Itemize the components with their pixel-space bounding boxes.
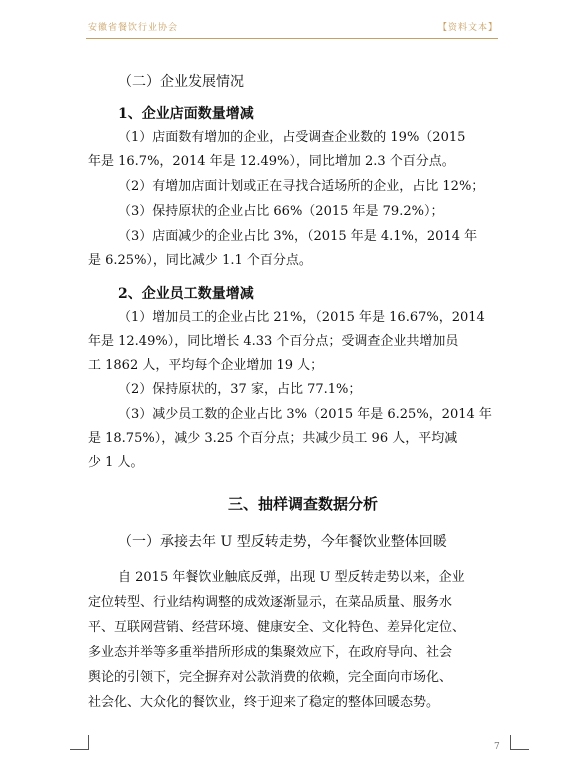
paragraph-line: （3）店面减少的企业占比 3%，（2015 年是 4.1%，2014 年	[118, 229, 478, 244]
paragraph-line: 少 1 人。	[88, 455, 144, 470]
paragraph-line: 是 18.75%），减少 3.25 个百分点；共减少员工 96 人，平均减	[88, 431, 458, 446]
paragraph-line: （2）保持原状的，37 家，占比 77.1%；	[118, 382, 362, 397]
paragraph-line: （3）减少员工数的企业占比 3%（2015 年是 6.25%，2014 年	[118, 407, 492, 422]
crop-mark-bottom-right	[510, 735, 529, 750]
subsection-title-recovery: （一）承接去年 U 型反转走势，今年餐饮业整体回暖	[118, 534, 447, 550]
header-doc-type: 【资料文本】	[437, 23, 498, 33]
paragraph-line: 工 1862 人，平均每个企业增加 19 人；	[88, 358, 324, 373]
chapter-title: 三、抽样调查数据分析	[228, 495, 379, 513]
paragraph-line: 舆论的引领下，完全摒弃对公款消费的依赖，完全面向市场化、	[88, 670, 453, 685]
paragraph-line: （1）增加员工的企业占比 21%，（2015 年是 16.67%，2014	[118, 310, 485, 325]
section-title: （二）企业发展情况	[118, 74, 244, 90]
subsection-title-store-count: 1、企业店面数量增减	[118, 106, 254, 122]
paragraph-line: 是 6.25%），同比减少 1.1 个百分点。	[88, 253, 312, 268]
header-org-name: 安徽省餐饮行业协会	[88, 23, 179, 33]
paragraph-line: 平、互联网营销、经营环境、健康安全、文化特色、差异化定位、	[88, 620, 466, 635]
paragraph-line: 多业态并举等多重举措所形成的集聚效应下，在政府导向、社会	[88, 645, 453, 660]
paragraph-line: （1）店面数有增加的企业，占受调查企业数的 19%（2015	[118, 130, 466, 145]
header-divider	[86, 38, 498, 39]
paragraph-line: （3）保持原状的企业占比 66%（2015 年是 79.2%）；	[118, 204, 444, 219]
paragraph-line: 社会化、大众化的餐饮业，终于迎来了稳定的整体回暖态势。	[88, 695, 440, 710]
paragraph-line: 年是 16.7%，2014 年是 12.49%），同比增加 2.3 个百分点。	[88, 154, 455, 169]
paragraph-line: 定位转型、行业结构调整的成效逐渐显示，在菜品质量、服务水	[88, 595, 453, 610]
paragraph-line: （2）有增加店面计划或正在寻找合适场所的企业，占比 12%；	[118, 179, 485, 194]
page-number: 7	[494, 742, 500, 752]
paragraph-line: 年是 12.49%），同比增长 4.33 个百分点；受调查企业共增加员	[88, 334, 459, 349]
subsection-title-staff-count: 2、企业员工数量增减	[118, 286, 254, 302]
paragraph-line: 自 2015 年餐饮业触底反弹，出现 U 型反转走势以来，企业	[118, 570, 465, 585]
crop-mark-bottom-left	[70, 735, 89, 750]
